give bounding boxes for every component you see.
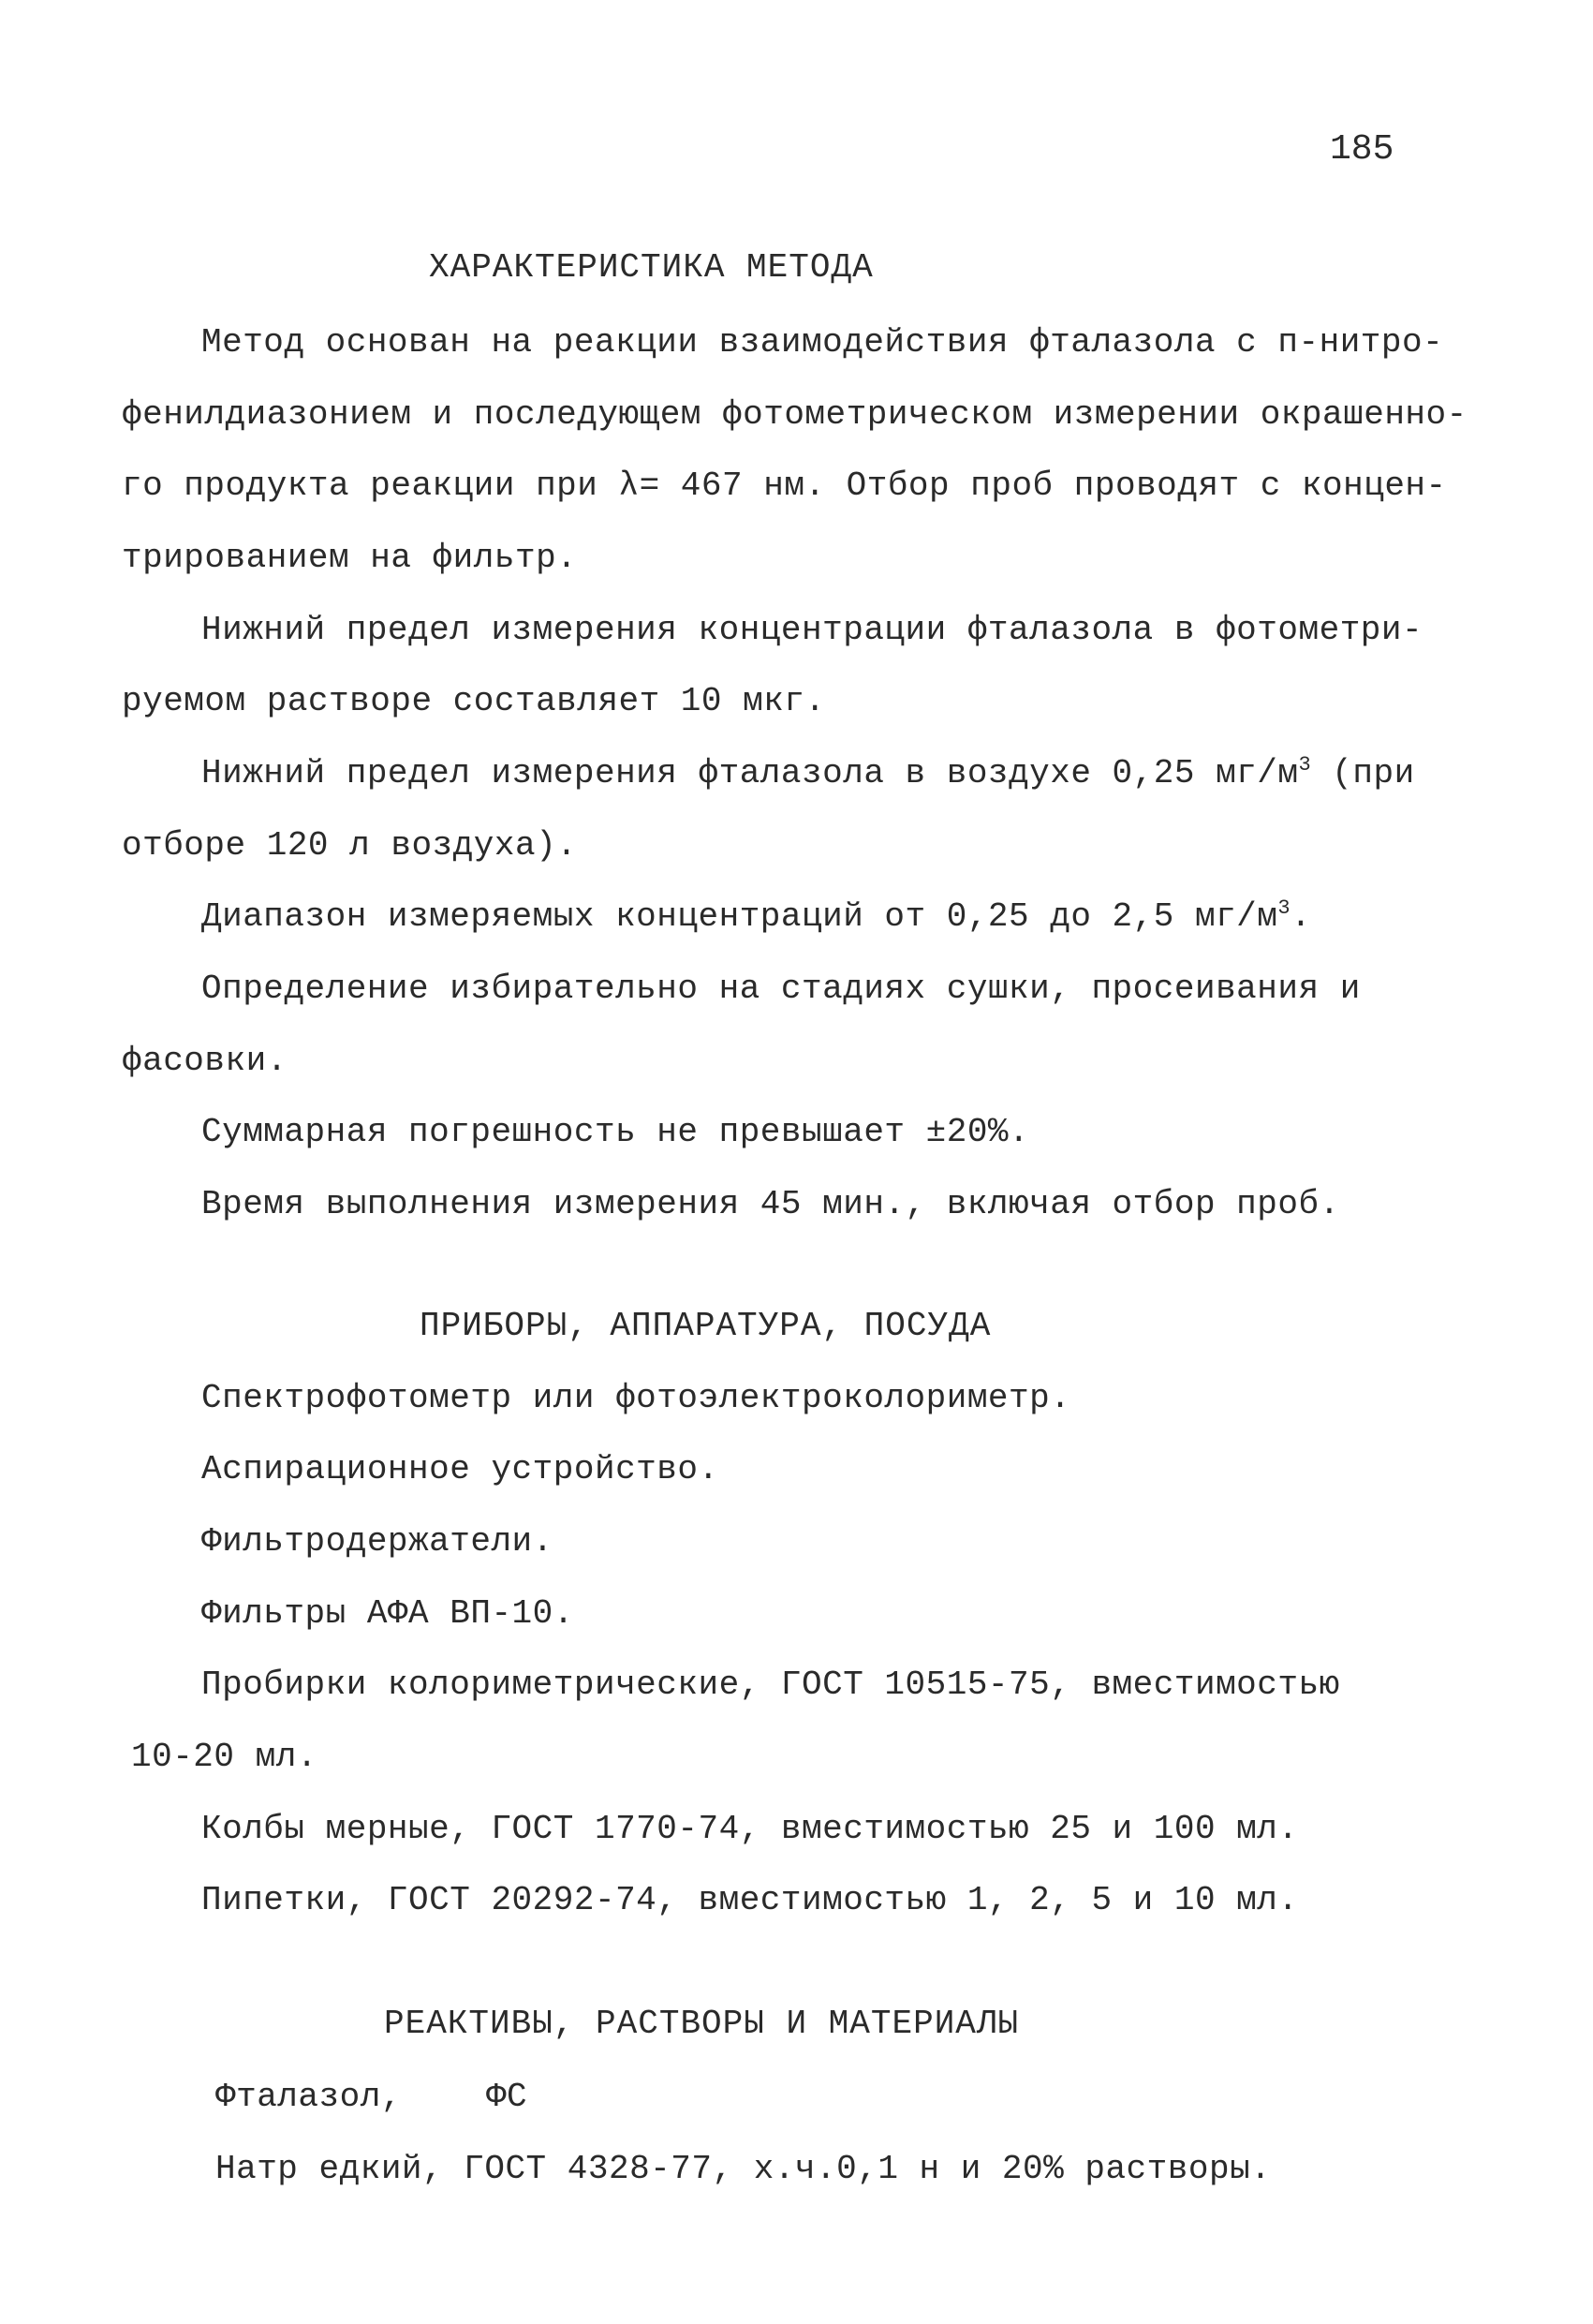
- paragraph-line: [201, 897, 1311, 936]
- line-text: Диапазон измеряемых концентраций от 0,25 до 2,5 мг/м: [201, 897, 1278, 936]
- list-item: Пипетки, ГОСТ 20292-74, вместимостью 1, 2, 5 и 10 мл.: [201, 1881, 1299, 1919]
- paragraph-line: отборе 120 л воздуха).: [122, 826, 578, 865]
- line-tail: .: [1291, 897, 1312, 936]
- list-item: Колбы мерные, ГОСТ 1770-74, вместимостью 25 и 100 мл.: [201, 1810, 1299, 1848]
- list-item: Аспирационное устройство.: [201, 1450, 719, 1488]
- line-tail: (при: [1311, 754, 1415, 792]
- line-text: Нижний предел измерения фталазола в воздухе 0,25 мг/м: [201, 754, 1299, 792]
- paragraph-line: Метод основан на реакции взаимодействия фталазола с п-нитро-: [201, 323, 1444, 362]
- paragraph-line: трированием на фильтр.: [122, 539, 578, 577]
- list-item: Пробирки колориметрические, ГОСТ 10515-75, вместимостью: [201, 1665, 1340, 1704]
- paragraph-line: Определение избирательно на стадиях сушки, просеивания и: [201, 970, 1361, 1008]
- paragraph-line: Время выполнения измерения 45 мин., включая отбор проб.: [201, 1185, 1340, 1223]
- page-number: 185: [1330, 129, 1394, 170]
- line-tail: ФС: [485, 2078, 528, 2116]
- list-item: Спектрофотометр или фотоэлектроколориметр.: [201, 1379, 1071, 1417]
- list-item: Фильтры АФА ВП-10.: [201, 1594, 574, 1633]
- paragraph-line: фенилдиазонием и последующем фотометрическом измерении окрашенно-: [122, 395, 1468, 434]
- paragraph-line: го продукта реакции при λ= 467 нм. Отбор проб проводят с концен-: [122, 466, 1447, 505]
- paragraph-line: руемом растворе составляет 10 мкг.: [122, 682, 826, 720]
- paragraph-line: фасовки.: [122, 1042, 288, 1080]
- paragraph-line: Суммарная погрешность не превышает ±20%.: [201, 1113, 1030, 1151]
- list-item: Натр едкий, ГОСТ 4328-77, х.ч.0,1 н и 20% растворы.: [215, 2150, 1272, 2188]
- paragraph-line: [201, 754, 1415, 792]
- list-item: Фильтродержатели.: [201, 1522, 553, 1561]
- list-item: [215, 2078, 527, 2116]
- list-item: 10-20 мл.: [131, 1738, 317, 1776]
- section-heading-reagents: РЕАКТИВЫ, РАСТВОРЫ И МАТЕРИАЛЫ: [384, 2005, 1020, 2043]
- superscript: 3: [1277, 896, 1291, 920]
- section-heading-method-characteristics: ХАРАКТЕРИСТИКА МЕТОДА: [429, 248, 874, 287]
- section-heading-instruments: ПРИБОРЫ, АППАРАТУРА, ПОСУДА: [420, 1307, 992, 1345]
- paragraph-line: Нижний предел измерения концентрации фталазола в фотометри-: [201, 611, 1423, 649]
- line-text: Фталазол,: [215, 2078, 402, 2116]
- superscript: 3: [1298, 753, 1312, 777]
